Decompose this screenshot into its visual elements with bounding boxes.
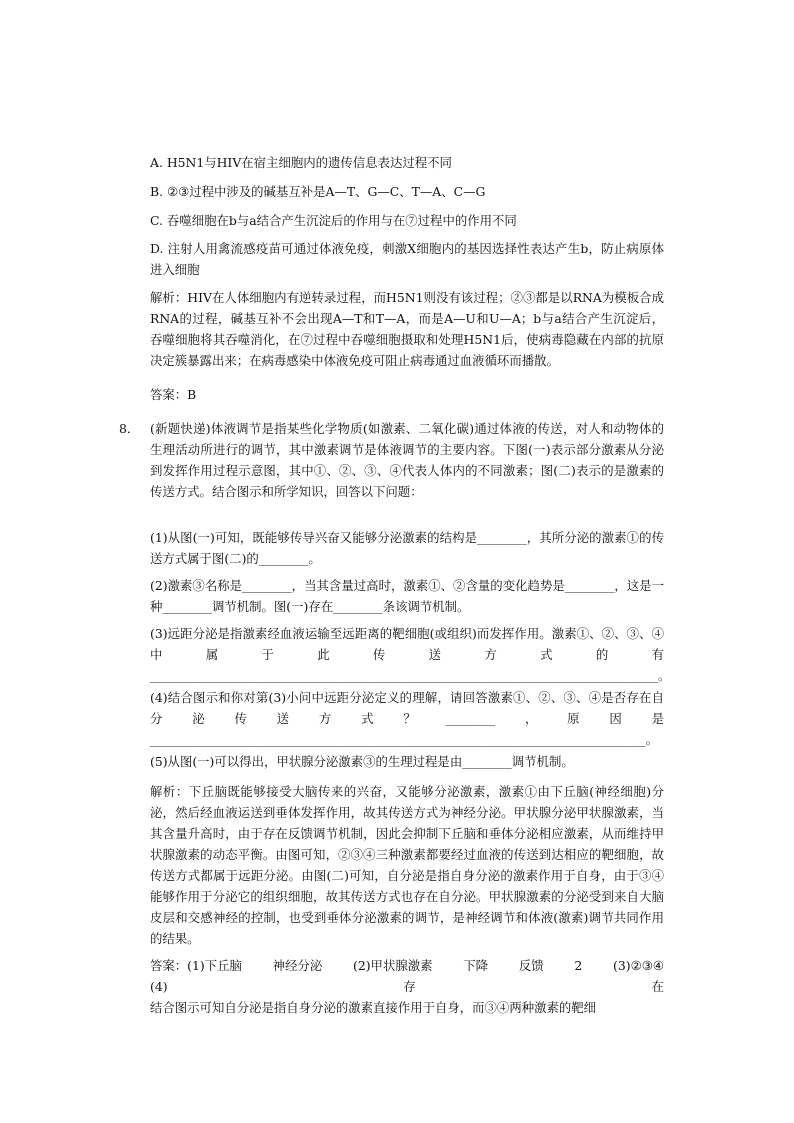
sub-question-2: (2)激素③名称是________，当其含量过高时，激素①、②含量的变化趋势是________，这是一种________调节机制。图(一)存在________条该调节机制。: [150, 578, 664, 614]
answer-row-2: (4) 存 在: [150, 979, 664, 994]
answer-row-3: 结合图示可知自分泌是指自身分泌的激素直接作用于自身，而③④两种激素的靶细: [150, 1000, 597, 1015]
sub-question-5: (5)从图(一)可以得出，甲状腺分泌激素③的生理过程是由________调节机制。: [150, 754, 574, 769]
analysis-prev: 解析：HIV在人体细胞内有逆转录过程，而H5N1则没有该过程；②③都是以RNA为模板合成RNA的过程，碱基互补不会出现A—T和T—A，而是A—U和U—A；b与a结合产生沉淀后，吞噬细胞将其吞噬消化，在⑦过程中吞噬细胞摄取和处理H5N1后，使病毒隐藏在内部的抗原决定簇暴露出来；在病毒感染中体液免疫可阻止病毒通过血液循环而播散。: [150, 290, 664, 368]
option-b: B. ②③过程中涉及的碱基互补是A—T、G—C、T—A、C—G: [150, 184, 486, 199]
answer-row-1: 答案：(1)下丘脑 神经分泌 (2)甲状腺激素 下降 反馈 2 (3)②③④: [150, 958, 664, 973]
question-stem: (新题快递)体液调节是指某些化学物质(如激素、二氧化碳)通过体液的传送，对人和动物体的生理活动所进行的调节，其中激素调节是体液调节的主要内容。下图(一)表示部分激素从分泌到发挥作用过程示意图，其中①、②、③、④代表人体内的不同激素；图(二)表示的是激素的传送方式。结合图示和所学知识，回答以下问题：: [150, 421, 664, 499]
option-c: C. 吞噬细胞在b与a结合产生沉淀后的作用与在⑦过程中的作用不同: [150, 213, 517, 228]
sub-question-3: (3)远距分泌是指激素经血液运输至远距离的靶细胞(或组织)而发挥作用。激素①、②、③、④中属于此传送方式的有__________________________________________________________________________________。: [150, 626, 671, 683]
answer-8: [150, 955, 664, 1018]
option-d: D. 注射人用禽流感疫苗可通过体液免疫，刺激X细胞内的基因选择性表达产生b，防止病原体进入细胞: [150, 241, 664, 277]
sub-question-1: (1)从图(一)可知，既能够传导兴奋又能够分泌激素的结构是________，其所分泌的激素①的传送方式属于图(二)的________。: [150, 530, 664, 566]
question-number: 8．: [119, 421, 140, 436]
answer-prev: 答案：B: [150, 387, 197, 402]
option-a: A. H5N1与HIV在宿主细胞内的遗传信息表达过程不同: [150, 155, 452, 170]
sub-question-4: (4)结合图示和你对第(3)小问中远距分泌定义的理解，请回答激素①、②、③、④是否存在自分泌传送方式？________，原因是________________________________________________________________________________。: [150, 690, 664, 747]
analysis-8: 解析：下丘脑既能够接受大脑传来的兴奋，又能够分泌激素，激素①由下丘脑(神经细胞)分泌，然后经血液运送到垂体发挥作用，故其传送方式为神经分泌。甲状腺分泌甲状腺激素，当其含量升高时，由于存在反馈调节机制，因此会抑制下丘脑和垂体分泌相应激素，从而维持甲状腺激素的动态平衡。由图可知，②③④三种激素都要经过血液的传送到达相应的靶细胞，故传送方式都属于远距分泌。由图(二)可知，自分泌是指自身分泌的激素作用于自身，由于③④能够作用于分泌它的组织细胞，故其传送方式也存在自分泌。甲状腺激素的分泌受到来自大脑皮层和交感神经的控制，也受到垂体分泌激素的调节，是神经调节和体液(激素)调节共同作用的结果。: [150, 784, 664, 946]
